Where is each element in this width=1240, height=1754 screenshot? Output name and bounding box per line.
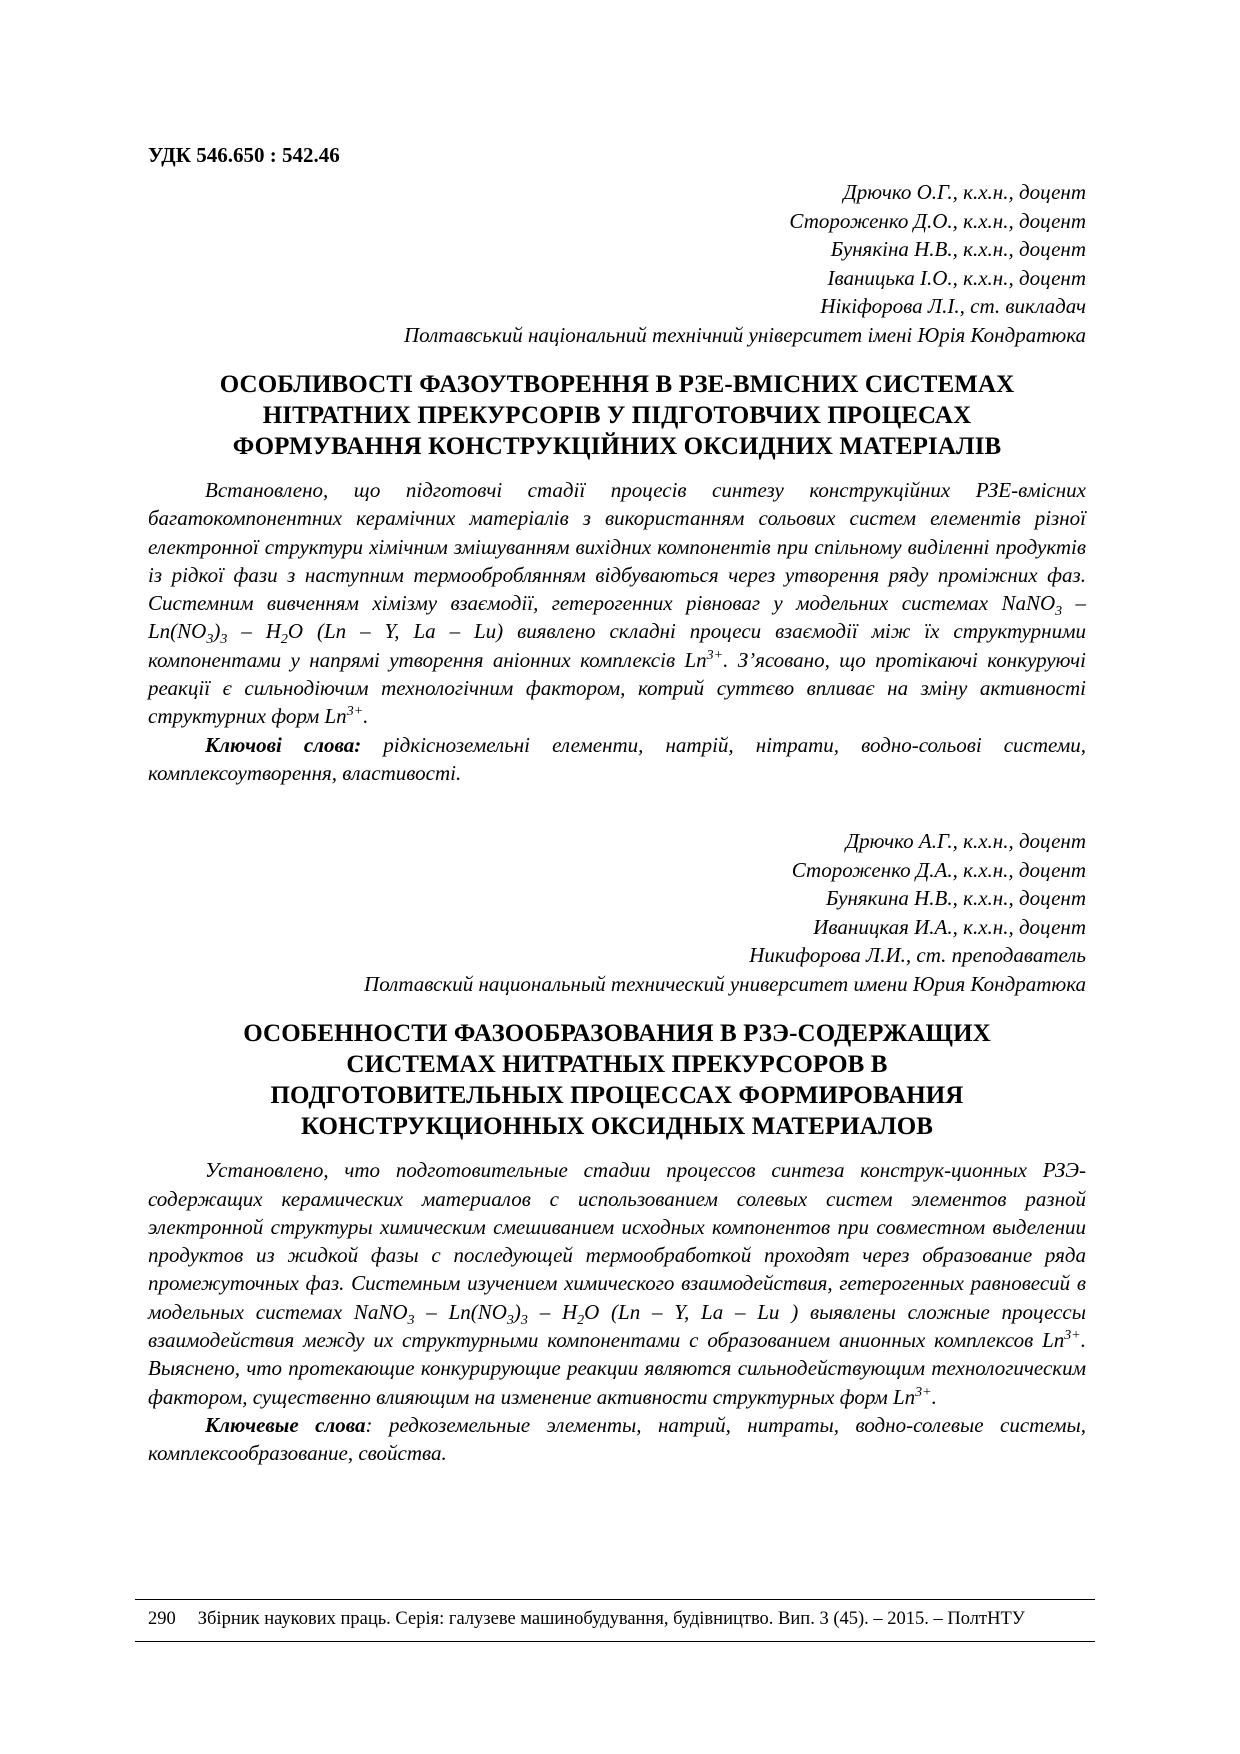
author: Никифорова Л.И., ст. преподаватель (749, 943, 1086, 968)
title-line: КОНСТРУКЦИОННЫХ ОКСИДНЫХ МАТЕРИАЛОВ (300, 1113, 934, 1141)
abstract-text: . З’ясовано, що протікаючі конкуруючі реакції є сильнодіючим технологічним фактором, котрий суттєво впливає на зміну активності структурних форм (148, 647, 1086, 729)
abstract-text: выявлены сложные процессы взаимодействия между их структурными компонентами с образованием анионных комплексов (148, 1299, 1086, 1353)
abstract-ru (148, 1156, 1086, 1467)
title-line: ОСОБЕННОСТИ ФАЗООБРАЗОВАНИЯ В РЗЭ-СОДЕРЖАЩИХ (243, 1020, 991, 1048)
title-line: ОСОБЛИВОСТІ ФАЗОУТВОРЕННЯ В РЗЕ-ВМІСНИХ СИСТЕМАХ (219, 371, 1015, 398)
authors-ru (148, 827, 1086, 998)
title-line: ПОДГОТОВИТЕЛЬНЫХ ПРОЦЕССАХ ФОРМИРОВАНИЯ (270, 1082, 964, 1110)
footer-divider (135, 1599, 1095, 1600)
ion: $Ln^{3+}$ (1042, 1328, 1081, 1353)
author: Нікіфорова Л.І., ст. викладач (820, 294, 1086, 318)
page-number: 290 (148, 1609, 176, 1629)
authors-uk (148, 178, 1086, 349)
ion: $Ln^{3+}$ (324, 704, 364, 729)
author: Иваницкая И.А., к.х.н., доцент (813, 914, 1086, 939)
formula: NaNO$_3$ – $Ln(NO_3)_3 - H_2O$ (Ln – Y, La – Lu ) (353, 1299, 799, 1328)
keywords-ru (148, 1411, 1086, 1468)
abstract-paragraph: Встановлено, що підготовчі стадії процесів синтезу конструкційних РЗЕ-вмісних багатокомпонентних керамічних матеріалів з використанням сольових систем елементів різної електронної структури хімічним змішуванням вихідних компонентів при спільному виділенні продуктів із рідкої фази з наступним термооброблянням відбуваються через утворення ряду проміжних фаз. Системним вивченням хімізму взаємодії, гетерогенних рівноваг у модельних системах NaNO$_3$ – $Ln(NO_3)_3 - H_2O$ (Ln – Y, La – Lu) виявлено складні процеси взаємодії між їх структурними компонентами у напрямі утворення аніонних комплексів $Ln^{3+}$. З’ясовано, що протікаючі конкуруючі реакції є сильнодіючим технологічним фактором, котрий суттєво впливає на зміну активності структурних форм $Ln^{3+}$. (148, 478, 1086, 729)
affiliation: Полтавский национальный технический университет имени Юрия Кондратюка (364, 971, 1086, 996)
title-line: НІТРАТНИХ ПРЕКУРСОРІВ У ПІДГОТОВЧИХ ПРОЦЕСАХ (262, 402, 972, 429)
keywords-uk (148, 731, 1086, 788)
author: Стороженко Д.О., к.х.н., доцент (789, 208, 1086, 233)
keywords-text: рідкісноземельні елементи, натрій, нітрати, водно-сольові системи, комплексоутворення, властивості. (148, 732, 1086, 785)
ion: $Ln^{3+}$ (684, 647, 724, 672)
title-line: СИСТЕМАХ НИТРАТНЫХ ПРЕКУРСОРОВ В (346, 1051, 888, 1079)
page-footer (148, 1607, 1093, 1631)
title-line: ФОРМУВАННЯ КОНСТРУКЦІЙНИХ ОКСИДНИХ МАТЕРІАЛІВ (232, 433, 1002, 460)
formula: NaNO$_3$ – $Ln(NO_3)_3 - H_2O$ (Ln – Y, La – Lu) (148, 591, 1086, 648)
author: Дрючко А.Г., к.х.н., доцент (845, 829, 1086, 854)
udk-code: УДК 546.650 : 542.46 (148, 143, 340, 167)
title-uk (148, 369, 1086, 462)
title-ru (148, 1018, 1086, 1142)
abstract-uk (148, 476, 1086, 787)
ion: $Ln^{3+}$ (892, 1384, 932, 1409)
author: Дрючко О.Г., к.х.н., доцент (843, 180, 1086, 204)
affiliation: Полтавський національний технічний університет імені Юрія Кондратюка (403, 322, 1086, 347)
author: Іваницька І.О., к.х.н., доцент (827, 265, 1086, 290)
abstract-text: . Выяснено, что протекающие конкурирующие реакции являются сильнодействующим технологическим фактором, существенно влияющим на изменение активности структурных форм (148, 1328, 1086, 1409)
abstract-text: виявлено складні процеси взаємодії між їх структурними компонентами у напрямі утворення аніонних комплексів (148, 619, 1086, 672)
author: Стороженко Д.А., к.х.н., доцент (791, 857, 1086, 882)
footer-divider (135, 1641, 1095, 1642)
page-content (148, 142, 1086, 1468)
keywords-label: Ключові слова: (205, 732, 362, 757)
abstract-paragraph: Установлено, что подготовительные стадии процессов синтеза конструк-ционных РЗЭ-содержащих керамических материалов с использованием солевых систем элементов разной электронной структуры химическим смешиванием исходных компонентов при совместном выделении продуктов из жидкой фазы с последующей термообработкой проходят через образование ряда промежуточных фаз. Системным изучением химического взаимодействия, гетерогенных равновесий в модельных системах NaNO$_3$ – $Ln(NO_3)_3 - H_2O$ (Ln – Y, La – Lu ) выявлены сложные процессы взаимодействия между их структурными компонентами с образованием анионных комплексов $Ln^{3+}$. Выяснено, что протекающие конкурирующие реакции являются сильнодействующим технологическим фактором, существенно влияющим на изменение активности структурных форм $Ln^{3+}$. (148, 1158, 1086, 1409)
author: Бунякина Н.В., к.х.н., доцент (826, 886, 1086, 911)
keywords-label: Ключевые слова (205, 1412, 366, 1437)
journal-citation: Збірник наукових праць. Серія: галузеве машинобудування, будівництво. Вип. 3 (45). – 2015. – ПолтНТУ (197, 1609, 1025, 1629)
keywords-text: : редкоземельные элементы, натрий, нитраты, водно-солевые системы, комплексообразование, свойства. (148, 1412, 1086, 1466)
abstract-text: Установлено, что подготовительные стадии процессов синтеза конструк-ционных РЗЭ-содержащих керамических материалов с использованием солевых систем элементов разной электронной структуры химическим смешиванием исходных компонентов при совместном выделении продуктов из жидкой фазы с последующей термообработкой проходят через образование ряда промежуточных фаз. Системным изучением химического взаимодействия, гетерогенных равновесий в модельных системах (148, 1158, 1086, 1324)
author: Бунякіна Н.В., к.х.н., доцент (830, 237, 1086, 261)
abstract-text: Встановлено, що підготовчі стадії процесів синтезу конструкційних РЗЕ-вмісних багатокомпонентних керамічних матеріалів з використанням сольових систем елементів різної електронної структури хімічним змішуванням вихідних компонентів при спільному виділенні продуктів із рідкої фази з наступним термооброблянням відбуваються через утворення ряду проміжних фаз. Системним вивченням хімізму взаємодії, гетерогенних рівноваг у модельних системах (148, 478, 1086, 616)
